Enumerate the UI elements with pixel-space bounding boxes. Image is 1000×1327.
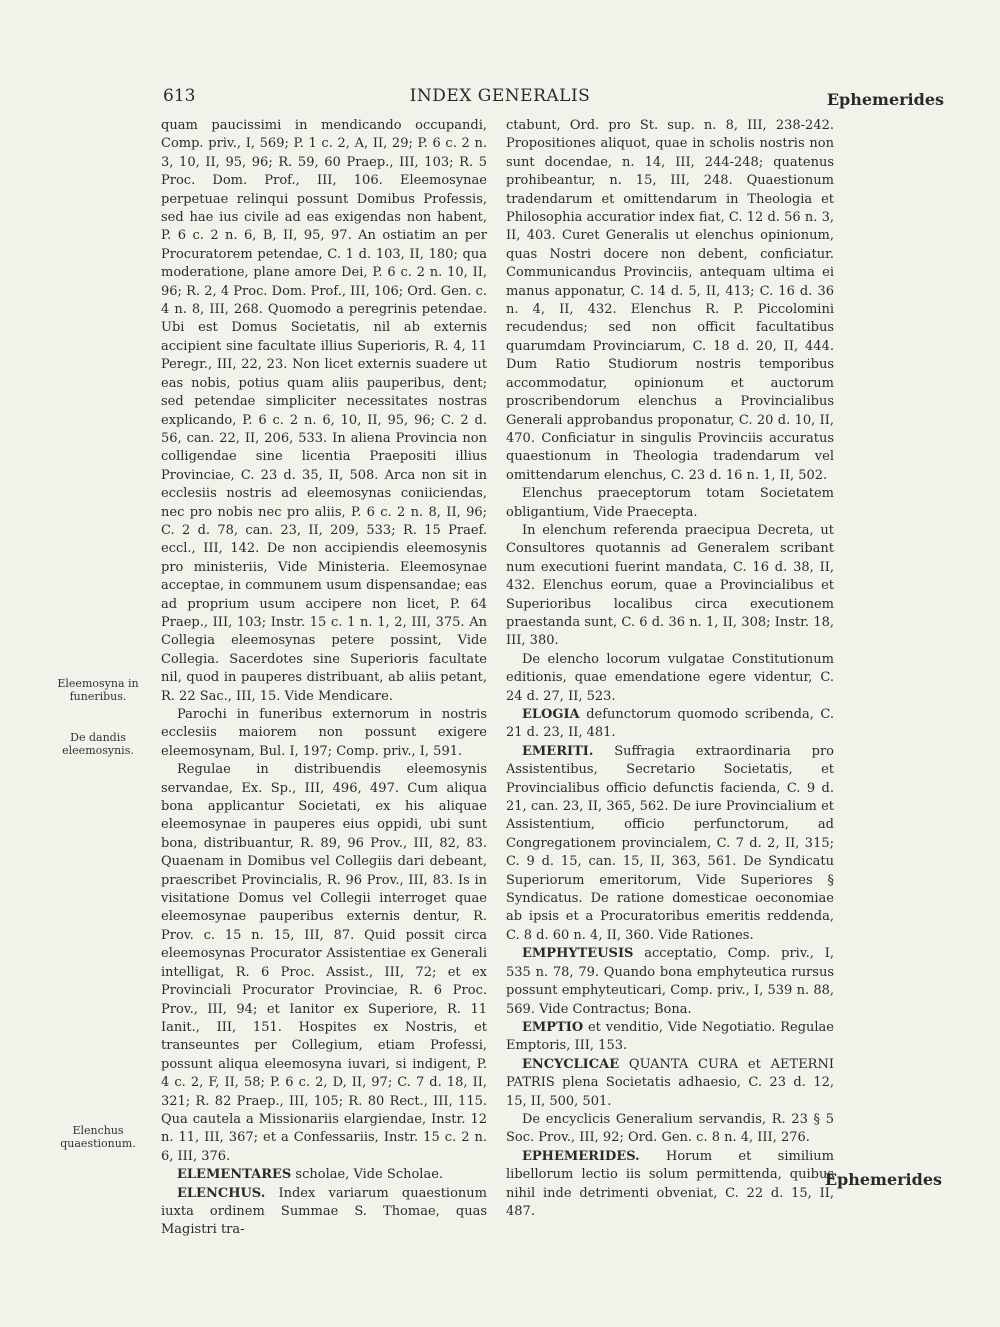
margin-note-de-dandis-eleemosynis: De dandis eleemosynis. [62,731,134,757]
entry-heading: EMPTIO [522,1019,584,1035]
index-paragraph: In elenchum referenda praecipua Decreta, ut Consultores quotannis ad Generalem scribant num executioni fuerint mandata, C. 16 d. 38, II, 432. Elenchus eorum, quae a Provincialibus et Superioribus localibus circa executionem praestanda sunt, C. 6 d. 36 n. 1, II, 308; Instr. 18, III, 380. [506,522,834,649]
index-paragraph: Elenchus praeceptorum totam Societatem obligantium, Vide Praecepta. [506,486,834,520]
margin-note-eleemosyna-funeribus: Eleemosyna in funeribus. [57,677,139,703]
index-paragraph: De encyclicis Generalium servandis, R. 23 § 5 Soc. Prov., III, 92; Ord. Gen. c. 8 n. 4, III, 276. [506,1111,834,1146]
left-column [161,117,487,1240]
index-entry-elementares: ELEMENTARES scholae, Vide Scholae. [177,1167,444,1183]
index-paragraph: De elencho locorum vulgatae Constitutionum editionis, quae emendatione egere videntur, C. 24 d. 27, II, 523. [506,651,834,704]
index-entry-elenchus: ELENCHUS. Index variarum quaestionum iuxta ordinem Summae S. Thomae, quas Magistri tra- [161,1185,487,1238]
index-paragraph: quam paucissimi in mendicando occupandi, Comp. priv., I, 569; P. 1 c. 2, A, II, 29; P. 6 c. 2 n. 3, 10, II, 95, 96; R. 59, 60 Praep., III, 103; R. 5 Proc. Dom. Prof., III, 106. Eleemosynae perpetuae relinqui possunt Domibus Professis, sed hae ius civile ad eas exigendas non habent, P. 6 c. 2 n. 6, B, II, 95, 97. An ostiatim an per Procuratorem petendae, C. 1 d. 103, II, 180; qua moderatione, plane amore Dei, P. 6 c. 2 n. 10, II, 96; R. 2, 4 Proc. Dom. Prof., III, 106; Ord. Gen. c. 4 n. 8, III, 268. Quomodo a peregrinis petendae. Ubi est Domus Societatis, nil ab externis accipient sine facultate illius Superioris, R. 4, 11 Peregr., III, 22, 23. Non licet externis suadere ut eas nobis, potius quam aliis pauperibus, dent; sed petendae simpliciter necessitates nostras explicando, P. 6 c. 2 n. 6, 10, II, 95, 96; C. 2 d. 56, can. 22, II, 206, 533. In aliena Provincia non colligendae sine licentia Praepositi illius Provinciae, C. 23 d. 35, II, 508. Arca non sit in ecclesiis nostris ad eleemosynas coniiciendas, nec pro nobis nec pro aliis, P. 6 c. 2 n. 8, II, 96; C. 2 d. 78, can. 23, II, 209, 533; R. 15 Praef. eccl., III, 142. De non accipiendis eleemosynis pro ministeriis, Vide Ministeria. Eleemosynae acceptae, in communem usum dispensandae; eas ad proprium usum accipere non licet, P. 64 Praep., III, 103; Instr. 15 c. 1 n. 1, 2, III, 375. An Collegia eleemosynas petere possint, Vide Collegia. Sacerdotes sine Superioris facultate nil, quod in pauperes distribuant, ab aliis petant, R. 22 Sac., III, 15. Vide Mendicare. [161,118,487,704]
margin-note-elenchus-quaestionum: Elenchus quaestionum. [60,1124,136,1150]
catchword-top: Ephemerides [826,90,944,109]
right-column [506,117,834,1221]
index-entry-encyclicae: ENCYCLICAE QUANTA CURA et AETERNI PATRIS plena Societatis adhaesio, C. 23 d. 12, 15, II, 500, 501. [506,1056,834,1109]
entry-heading: EMERITI. [522,743,594,759]
index-entry-emphyteusis: EMPHYTEUSIS acceptatio, Comp. priv., I, 535 n. 78, 79. Quando bona emphyteutica rursus possunt emphyteuticari, Comp. priv., I, 539 n. 88, 569. Vide Contractus; Bona. [506,946,834,1017]
index-entry-emeriti: EMERITI. Suffragia extraordinaria pro Assistentibus, Secretario Societatis, et Provincialibus officio defunctis facienda, C. 9 d. 21, can. 23, II, 365, 562. De iure Provincialium et Assistentium, officio perfunctorum, ad Congregationem provincialem, C. 7 d. 2, II, 315; C. 9 d. 15, can. 15, II, 363, 561. De Syndicatu Superiorum emeritorum, Vide Superiores § Syndicatus. De ratione domesticae oeconomiae ab ipsis et a Procuratoribus emeritis reddenda, C. 8 d. 60 n. 4, II, 360. Vide Rationes. [506,743,834,943]
entry-heading: EMPHYTEUSIS [522,946,634,962]
entry-heading: ELOGIA [522,707,580,722]
page-number: 613 [163,86,196,106]
running-head-title: INDEX GENERALIS [409,86,591,106]
index-paragraph: Regulae in distribuendis eleemosynis servandae, Ex. Sp., III, 496, 497. Cum aliqua bona applicantur Societati, ex his aliquae eleemosynae in pauperes eius oppidi, ubi sunt bona, distribuantur, R. 89, 96 Prov., III, 82, 83. Quaenam in Domibus vel Collegiis dari debeant, praescribet Provincialis, R. 96 Prov., III, 83. Is in visitatione Domus vel Collegii interroget quae eleemosynae pauperibus externis dentur, R. Prov. c. 15 n. 15, III, 87. Quid possit circa eleemosynas Procurator Assistentiae ex Generali intelligat, R. 6 Proc. Assist., III, 72; et ex Provinciali Procurator Provinciae, R. 6 Proc. Prov., III, 94; et Ianitor ex Superiore, R. 11 Ianit., III, 151. Hospites ex Nostris, et transeuntes per Collegium, etiam Professi, possunt aliqua eleemosyna iuvari, si indigent, P. 4 c. 2, F, II, 58; P. 6 c. 2, D, II, 97; C. 7 d. 18, II, 321; R. 82 Praep., III, 105; R. 80 Rect., III, 115. Qua cautela a Missionariis elargiendae, Instr. 12 n. 11, III, 367; et a Confessariis, Instr. 15 c. 2 n. 6, III, 376. [161,762,487,1164]
catchword-bottom: Ephemerides [824,1170,942,1189]
index-entry-ephemerides: EPHEMERIDES. Horum et similium libellorum lectio iis solum permittenda, quibus nihil inde detrimenti obveniat, C. 22 d. 15, II, 487. [506,1148,834,1219]
entry-heading: EPHEMERIDES. [522,1148,640,1164]
index-entry-emptio: EMPTIO et venditio, Vide Negotiatio. Regulae Emptoris, III, 153. [506,1019,834,1054]
index-entry-elogia: ELOGIA defunctorum quomodo scribenda, C. 21 d. 23, II, 481. [506,707,834,741]
index-paragraph: Parochi in funeribus externorum in nostris ecclesiis maiorem non possunt exigere eleemosynam, Bul. I, 197; Comp. priv., I, 591. [161,707,487,759]
index-paragraph: ctabunt, Ord. pro St. sup. n. 8, III, 238-242. Propositiones aliquot, quae in scholis nostris non sunt docendae, n. 14, III, 244-248; quatenus prohibeantur, n. 15, III, 248. Quaestionum tradendarum et omittendarum in Theologia et Philosophia accuratior index fiat, C. 12 d. 56 n. 3, II, 403. Curet Generalis ut elenchus opinionum, quas Nostri docere non debent, conficiatur. Communicandus Provinciis, antequam ultima ei manus apponatur, C. 14 d. 5, II, 413; C. 16 d. 36 n. 4, II, 432. Elenchus R. P. Piccolomini recudendus; sed non officit facultatibus quarumdam Provinciarum, C. 18 d. 20, II, 444. Dum Ratio Studiorum nostris temporibus accommodatur, opinionum et auctorum proscribendorum elenchus a Provincialibus Generali approbandus proponatur, C. 20 d. 10, II, 470. Conficiatur in singulis Provinciis accuratus quaestionum in Theologia tradendarum vel omittendarum elenchus, C. 23 d. 16 n. 1, II, 502. [506,118,834,483]
entry-heading: ELEMENTARES [177,1167,292,1183]
entry-heading: ELENCHUS. [177,1185,266,1201]
entry-heading: ENCYCLICAE [522,1056,620,1072]
